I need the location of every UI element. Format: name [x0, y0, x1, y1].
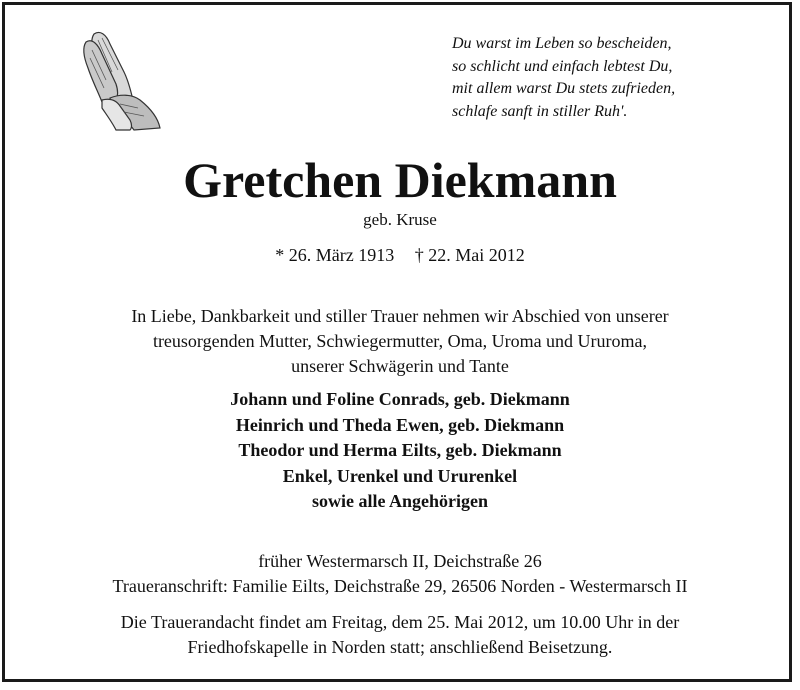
farewell-line: In Liebe, Dankbarkeit und stiller Trauer nehmen wir Abschied von unserer [131, 306, 669, 326]
service-info [0, 610, 800, 660]
mourner-line: Johann und Foline Conrads, geb. Diekmann [230, 389, 570, 409]
praying-hands-icon [72, 28, 164, 132]
mourner-line: Heinrich und Theda Ewen, geb. Diekmann [235, 414, 565, 435]
poem-line: so schlicht und einfach lebtest Du, [452, 57, 673, 75]
poem-line: Du warst im Leben so bescheiden, [452, 35, 672, 52]
poem-line: mit allem warst Du stets zufrieden, [452, 80, 676, 97]
death-date: † 22. Mai 2012 [414, 245, 525, 265]
mourning-address: Traueranschrift: Familie Eilts, Deichstraße 29, 26506 Norden - Westermarsch II [112, 576, 688, 596]
birth-date: * 26. März 1913 [275, 245, 395, 265]
poem-line: schlafe sanft in stiller Ruh'. [452, 102, 628, 120]
service-line: Friedhofskapelle in Norden statt; anschließend Beisetzung. [187, 637, 613, 657]
mourner-line: Theodor und Herma Eilts, geb. Diekmann [238, 440, 562, 460]
life-dates [0, 245, 800, 266]
farewell-text [0, 304, 800, 379]
address-block [0, 549, 800, 599]
former-address: früher Westermarsch II, Deichstraße 26 [258, 551, 542, 571]
farewell-line: treusorgenden Mutter, Schwiegermutter, Oma, Uroma und Ururoma, [152, 331, 648, 351]
mourners-list [0, 387, 800, 515]
memorial-poem [452, 33, 772, 123]
farewell-line: unserer Schwägerin und Tante [291, 356, 509, 376]
deceased-name: Gretchen Diekmann [183, 152, 617, 208]
maiden-name: geb. Kruse [363, 210, 437, 229]
service-line: Die Trauerandacht findet am Freitag, dem 25. Mai 2012, um 10.00 Uhr in der [120, 612, 680, 632]
mourner-line: sowie alle Angehörigen [312, 491, 488, 511]
mourner-line: Enkel, Urenkel und Ururenkel [282, 465, 518, 486]
